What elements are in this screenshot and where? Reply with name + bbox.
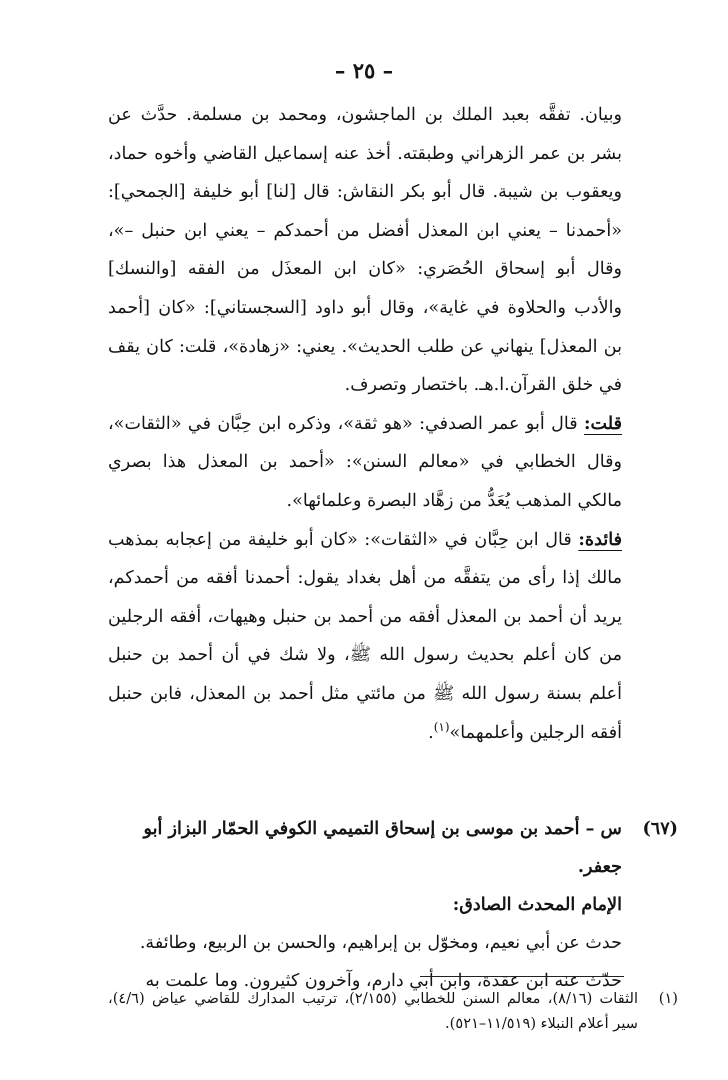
footnotes [108,986,678,1036]
entry-number: (٦٧) [642,818,678,839]
footnote-reference: (١) [433,719,450,734]
paragraph-text: قال أبو عمر الصدفي: «هو ثقة»، وذكره ابن حِبَّان في «الثقات»، وقال الخطابي في «معالم السنن»: «أحمد بن المعذل هذا بصري مالكي المذهب يُعَدُّ من زهَّاد البصرة وعلمائها». [108,413,622,511]
entry-line: حدّث عنه ابن عقدة، وابن أبي دارم، وآخرون كثيرون. وما علمت به [145,971,622,991]
paragraph-biography [108,96,622,405]
entry-title: س – أحمد بن موسى بن إسحاق التميمي الكوفي الحمّار البزاز أبو جعفر. [143,818,622,877]
paragraph-faida: فائدة: قال ابن حِبَّان في «الثقات»: «كان أبو خليفة من إعجابه بمذهب مالك إذا رأى من يتفقَّه من أهل بغداد يقول: أحمدنا أفقه من أحمدكم، يريد أن أحمد بن المعذل أفقه من أحمد بن حنبل وهيهات، أفقه الرجلين من كان أعلم بحديث رسول الله ﷺ، ولا شك في أن أحمد بن حنبل أعلم بسنة رسول الله ﷺ من مائتي مثل أحمد بن المعذل، فابن حنبل أفقه الرجلين وأعلمهما»$^{(١)}$. [108,528,622,743]
footnote-divider [420,976,624,977]
paragraph-qultu [108,405,622,521]
qultu-lead: قلت: [583,412,622,434]
entry-subtitle: الإمام المحدث الصادق: [452,894,622,915]
entry-heading [108,810,678,886]
paragraph-text: قال ابن حِبَّان في «الثقات»: «كان أبو خليفة من إعجابه بمذهب مالك إذا رأى من يتفقَّه من أهل بغداد يقول: أحمدنا أفقه من أحمدكم، يريد أن أحمد بن المعذل أفقه من أحمد بن حنبل وهيهات، أفقه الرجلين من كان أعلم بحديث رسول الله ﷺ، ولا شك في أن أحمد بن حنبل أعلم بسنة رسول الله ﷺ من مائتي مثل أحمد بن المعذل، فابن حنبل أفقه الرجلين وأعلمهما» [108,529,622,743]
entry-line: حدث عن أبي نعيم، ومخوّل بن إبراهيم، والحسن بن الربيع، وطائفة. [139,933,622,953]
page-number: – ٢٥ – [334,58,394,83]
footnote-marker: (١) [658,990,678,1007]
paragraph-text: وبيان. تفقَّه بعبد الملك بن الماجشون، ومحمد بن مسلمة. حدَّث عن بشر بن عمر الزهراني وطبقته. أخذ عنه إسماعيل القاضي وأخوه حماد، ويعقوب بن شيبة. قال أبو بكر النقاش: قال [لنا] أبو خليفة [الجمحي]: «أحمدنا – يعني ابن المعذل أفضل من أحمدكم – يعني ابن حنبل –»، وقال أبو إسحاق الحُصَري: «كان ابن المعذَل من الفقه [والنسك] والأدب والحلاوة في غاية»، وقال أبو داود [السجستاني]: «كان [أحمد بن المعذل] ينهاني عن طلب الحديث». يعني: «زهادة»، قلت: كان يقف في خلق القرآن.ا.هـ. باختصار وتصرف. [108,105,622,396]
biography-entry [108,810,678,1000]
main-text [108,96,622,752]
faida-lead: فائدة: [578,528,622,550]
footnote [108,986,678,1036]
footnote-text: الثقات (٨/١٦)، معالم السنن للخطابي (٢/١٥٥)، ترتيب المدارك للقاضي عياض (٤/٦)، سير أعلام النبلاء (١١/٥١٩–٥٢١). [108,990,639,1032]
